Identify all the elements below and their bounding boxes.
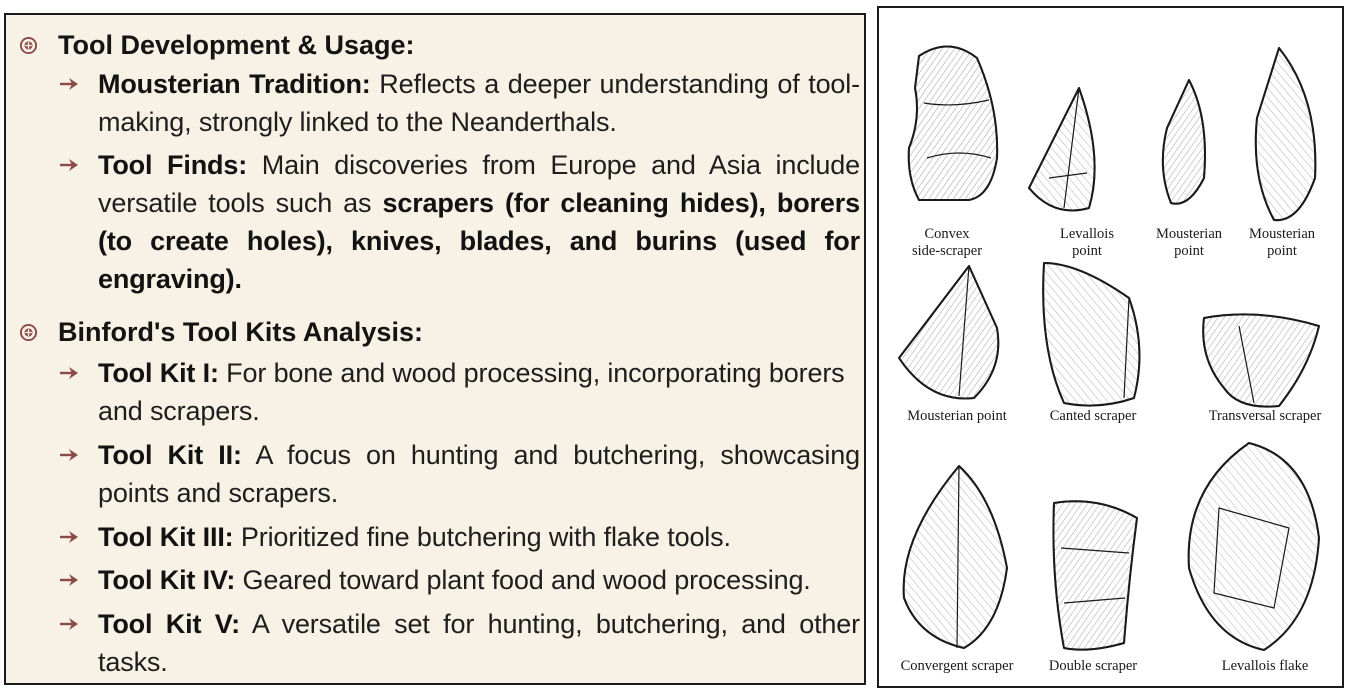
arrow-bullet-icon — [58, 156, 80, 174]
arrow-bullet-icon — [58, 528, 80, 546]
levallois-flake-drawing — [1189, 443, 1319, 650]
item-label: Tool Finds: — [98, 150, 248, 180]
item-body: Main discoveries from Europe and Asia include versatile tools such as — [98, 150, 860, 218]
circle-plus-bullet-icon — [19, 36, 38, 55]
caption-mousterian-point-small: Mousterian point — [1155, 226, 1223, 259]
item-text — [98, 518, 860, 556]
caption-canted-scraper: Canted scraper — [1049, 408, 1137, 424]
mousterian-point-drawing — [899, 266, 998, 399]
double-scraper-drawing — [1053, 501, 1137, 649]
item-text — [98, 354, 860, 430]
item-text — [98, 436, 860, 512]
arrow-bullet-icon — [58, 446, 80, 464]
caption-convex-side-scraper: Convex side-scraper — [911, 226, 983, 259]
mousterian-point-small-drawing — [1163, 80, 1205, 204]
item-body: A versatile set for hunting, butchering, and other tasks. — [98, 609, 860, 677]
arrow-bullet-icon — [58, 75, 80, 93]
caption-convergent-scraper: Convergent scraper — [900, 658, 1014, 674]
section-title: Binford's Tool Kits Analysis: — [58, 317, 423, 347]
item-body: Prioritized fine butchering with flake tools. — [233, 522, 731, 552]
item-body: Geared toward plant food and wood processing. — [235, 565, 811, 595]
item-text — [98, 561, 860, 599]
arrow-bullet-icon — [58, 615, 80, 633]
caption-transversal-scraper: Transversal scraper — [1208, 408, 1322, 424]
item-label: Mousterian Tradition: — [98, 69, 371, 99]
caption-mousterian-point: Mousterian point — [907, 408, 1007, 424]
item-label: Tool Kit IV: — [98, 565, 236, 595]
item-text — [98, 605, 860, 681]
item-text — [98, 65, 860, 141]
convergent-scraper-drawing — [904, 466, 1007, 648]
stone-tools-drawing — [879, 8, 1344, 688]
stone-tools-figure — [877, 6, 1344, 688]
caption-double-scraper: Double scraper — [1048, 658, 1138, 674]
convex-side-scraper-drawing — [909, 46, 997, 200]
caption-levallois-flake: Levallois flake — [1221, 658, 1309, 674]
mousterian-point-tall-drawing — [1256, 48, 1316, 220]
item-label: Tool Kit III: — [98, 522, 234, 552]
caption-levallois-point: Levallois point — [1060, 226, 1114, 259]
item-label: Tool Kit II: — [98, 440, 242, 470]
transversal-scraper-drawing — [1203, 314, 1319, 406]
notes-panel — [4, 13, 866, 685]
arrow-bullet-icon — [58, 571, 80, 589]
canted-scraper-drawing — [1043, 263, 1139, 406]
section-title: Tool Development & Usage: — [58, 30, 415, 60]
item-label: Tool Kit I: — [98, 358, 219, 388]
arrow-bullet-icon — [58, 364, 80, 382]
item-body: A focus on hunting and butchering, showcasing points and scrapers. — [98, 440, 860, 508]
item-emphasis: scrapers (for cleaning hides), borers (to create holes), knives, blades, and burins (used for engraving). — [98, 188, 860, 294]
item-label: Tool Kit V: — [98, 609, 240, 639]
item-text — [98, 146, 860, 298]
circle-plus-bullet-icon — [19, 323, 38, 342]
item-body: For bone and wood processing, incorporating borers and scrapers. — [98, 358, 845, 426]
levallois-point-drawing — [1029, 88, 1095, 211]
item-body: Reflects a deeper understanding of tool-making, strongly linked to the Neanderthals. — [98, 69, 860, 137]
caption-mousterian-point-tall: Mousterian point — [1248, 226, 1316, 259]
